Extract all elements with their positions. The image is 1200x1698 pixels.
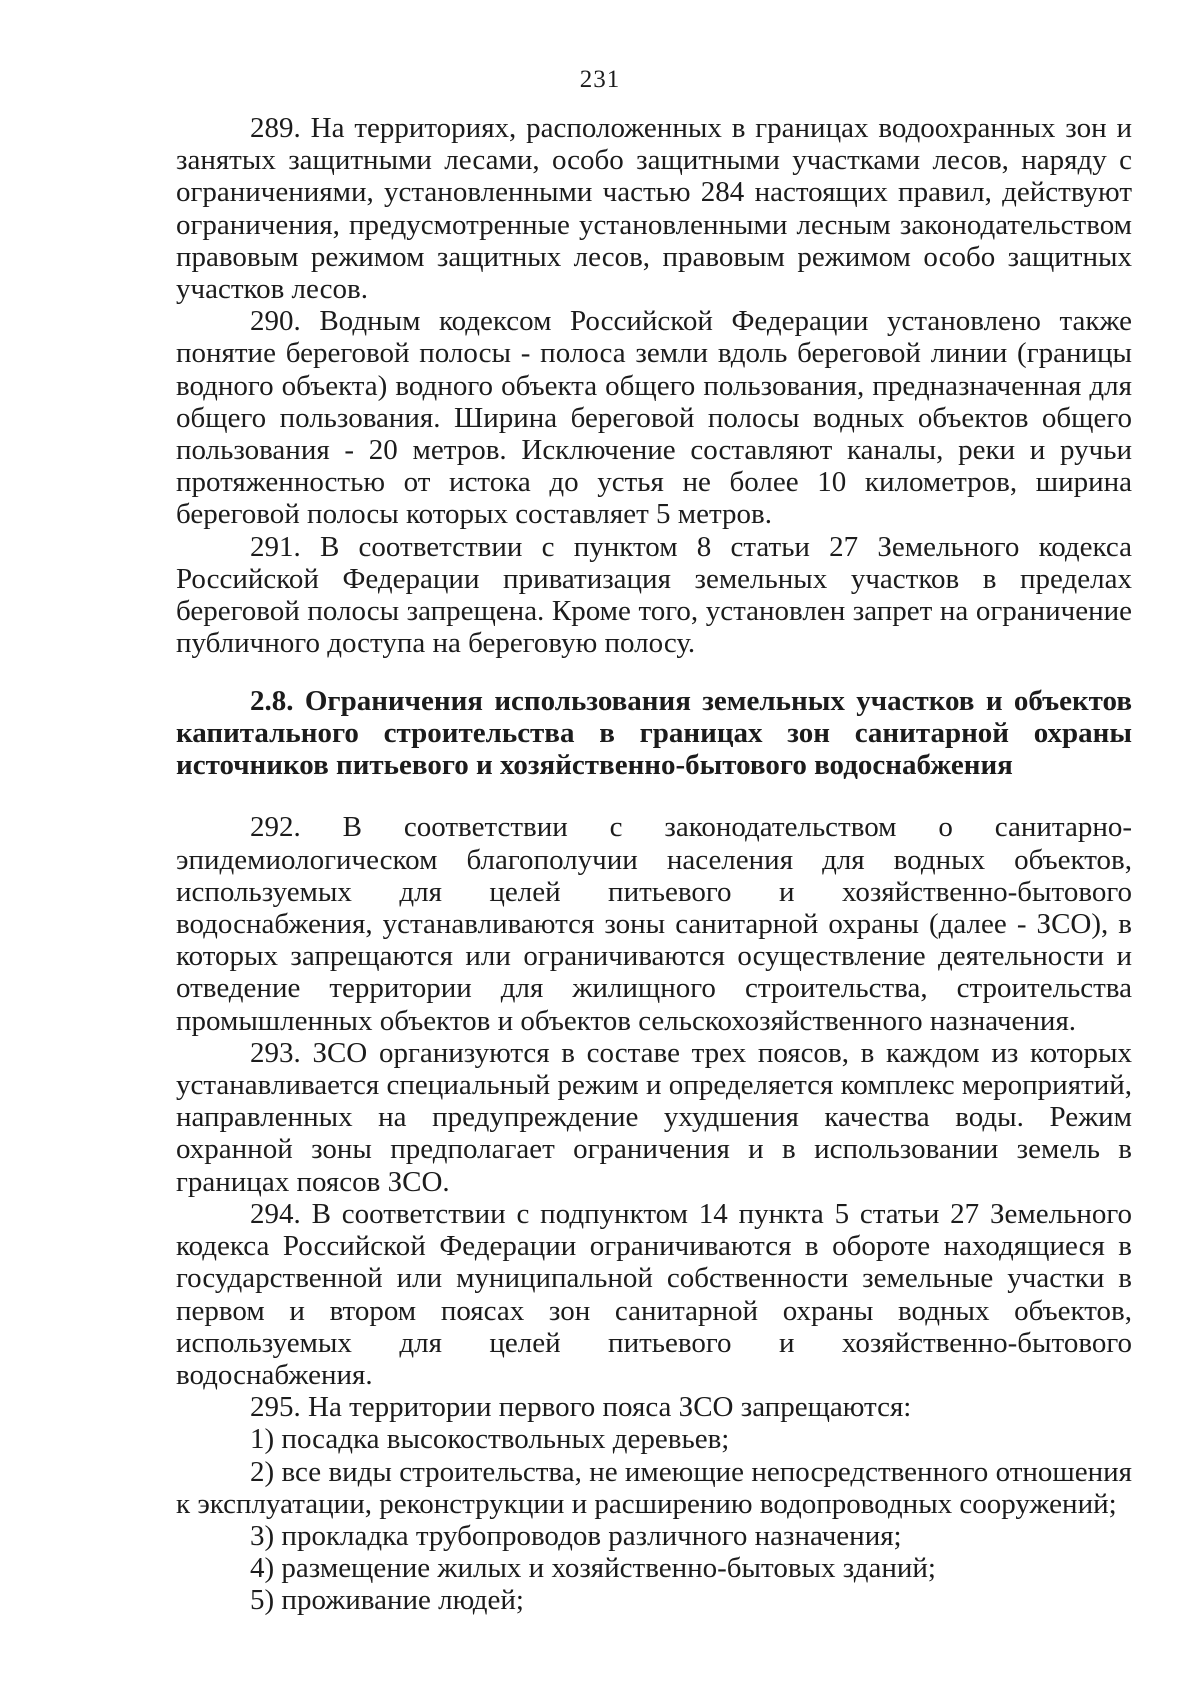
list-item-number: 3) [250, 1519, 275, 1552]
paragraph-293 [176, 1037, 1132, 1198]
paragraph-number: 293. [250, 1036, 301, 1069]
paragraph-text: В соответствии с законодательством о санитарно-эпидемиологическом благополучии населения для водных объектов, используемых для целей питьевого и хозяйственно-бытового водоснабжения, устанавливаются зоны санитарной охраны (далее - ЗСО), в которых запрещаются или ограничиваются осуществление деятельности и отведение территории для жилищного строительства, строительства промышленных объектов и объектов сельскохозяйственного назначения. [176, 811, 1133, 1037]
list-item [176, 1456, 1132, 1520]
list-item-number: 1) [250, 1423, 275, 1456]
page-number: 231 [579, 66, 621, 93]
paragraph-text: ЗСО организуются в составе трех поясов, в каждом из которых устанавливается специальный режим и определяется комплекс мероприятий, направленных на предупреждение ухудшения качества воды. Режим охранной зоны предполагает ограничения и в использовании земель в границах поясов ЗСО. [176, 1036, 1132, 1198]
list-item [176, 1584, 1132, 1616]
paragraph-289 [176, 112, 1132, 305]
paragraph-292 [176, 811, 1132, 1036]
paragraph-291 [176, 531, 1132, 660]
list-item-text: все виды строительства, не имеющие непосредственного отношения к эксплуатации, реконструкции и расширению водопроводных сооружений; [176, 1455, 1132, 1520]
paragraph-text: В соответствии с подпунктом 14 пункта 5 статьи 27 Земельного кодекса Российской Федерации ограничиваются в обороте находящиеся в государственной или муниципальной собственности земельные участки в первом и втором поясах зон санитарной охраны водных объектов, используемых для целей питьевого и хозяйственно-бытового водоснабжения. [176, 1197, 1133, 1391]
list-item-text: прокладка трубопроводов различного назначения; [281, 1519, 902, 1552]
list-item-text: проживание людей; [281, 1584, 524, 1617]
paragraph-number: 289. [250, 112, 301, 144]
paragraph-text: Водным кодексом Российской Федерации установлено также понятие береговой полосы - полоса земли вдоль береговой линии (границы водного объекта) водного объекта общего пользования, предназначенная для общего пользования. Ширина береговой полосы водных объектов общего пользования - 20 метров. Исключение составляют каналы, реки и ручьи протяженностью от истока до устья не более 10 километров, ширина береговой полосы которых составляет 5 метров. [176, 305, 1133, 531]
list-item [176, 1520, 1132, 1552]
list-item-number: 4) [250, 1552, 275, 1585]
list-item [176, 1423, 1132, 1455]
paragraph-number: 290. [250, 305, 301, 338]
paragraph-text: На территории первого пояса ЗСО запрещаются: [308, 1391, 912, 1424]
list-item-number: 2) [250, 1455, 275, 1488]
paragraph-294 [176, 1198, 1132, 1391]
list-item [176, 1552, 1132, 1584]
paragraph-290 [176, 305, 1132, 530]
document-body [176, 112, 1132, 1617]
paragraph-number: 294. [250, 1197, 301, 1230]
section-heading: 2.8. Ограничения использования земельных участков и объектов капитального строительства в границах зон санитарной охраны источников питьевого и хозяйственно-бытового водоснабжения [176, 685, 1132, 782]
paragraph-number: 291. [250, 530, 301, 563]
list-item-text: размещение жилых и хозяйственно-бытовых зданий; [281, 1552, 936, 1585]
paragraph-text: В соответствии с пунктом 8 статьи 27 Земельного кодекса Российской Федерации приватизация земельных участков в пределах береговой полосы запрещена. Кроме того, установлен запрет на ограничение публичного доступа на береговую полосу. [176, 530, 1132, 660]
paragraph-295 [176, 1391, 1132, 1423]
list-item-text: посадка высокоствольных деревьев; [281, 1423, 730, 1456]
paragraph-number: 292. [250, 811, 301, 844]
list-item-number: 5) [250, 1584, 275, 1617]
paragraph-text: На территориях, расположенных в границах водоохранных зон и занятых защитными лесами, особо защитными участками лесов, наряду с ограничениями, установленными частью 284 настоящих правил, действуют ограничения, предусмотренные установленными лесным законодательством правовым режимом защитных лесов, правовым режимом особо защитных участков лесов. [176, 112, 1132, 306]
paragraph-number: 295. [250, 1391, 301, 1424]
